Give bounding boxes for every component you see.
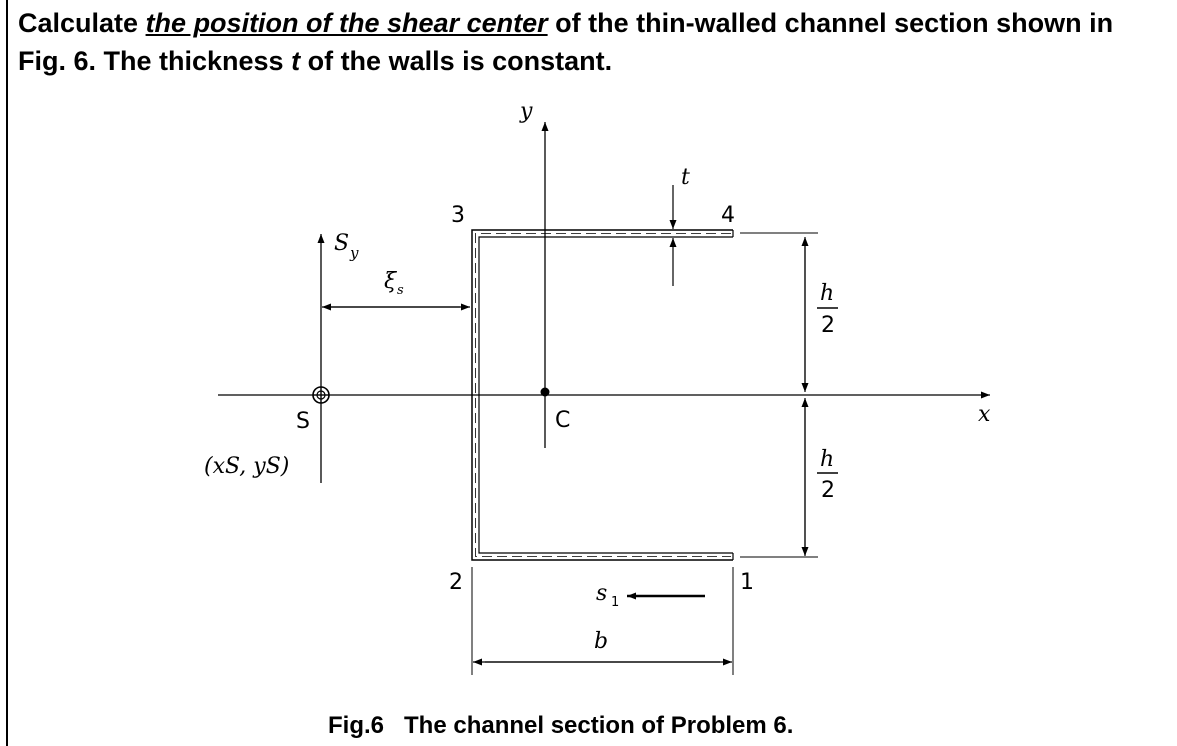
offset-label: ξ bbox=[384, 269, 397, 294]
shear-center-label: S bbox=[296, 409, 310, 434]
s1-label: s bbox=[596, 581, 608, 606]
corner-1-label: 1 bbox=[740, 570, 754, 595]
centroid-dot bbox=[541, 388, 550, 397]
offset-subscript: s bbox=[397, 283, 404, 298]
shear-center-coords: (xS, yS) bbox=[204, 454, 290, 479]
y-axis-label: y bbox=[520, 99, 533, 124]
half-h-top-denominator: 2 bbox=[821, 313, 835, 338]
width-label: b bbox=[594, 629, 609, 654]
shear-force-label: S bbox=[334, 231, 350, 256]
corner-3-label: 3 bbox=[451, 203, 465, 228]
figure-caption: Fig.6 The channel section of Problem 6. bbox=[328, 712, 794, 739]
half-h-top-numerator: h bbox=[820, 281, 835, 306]
question-emphasis: the position of the shear center bbox=[145, 8, 548, 38]
question-text-1: Calculate bbox=[18, 8, 146, 38]
half-h-bottom-numerator: h bbox=[820, 447, 835, 472]
shear-center-marker bbox=[313, 387, 329, 403]
half-h-bottom-denominator: 2 bbox=[821, 478, 835, 503]
shear-force-subscript: y bbox=[350, 244, 359, 262]
question-text-3: of the walls is constant. bbox=[300, 46, 613, 76]
centroid-label: C bbox=[555, 408, 571, 433]
x-axis-label: x bbox=[978, 402, 991, 427]
corner-4-label: 4 bbox=[721, 203, 735, 228]
thickness-label: t bbox=[681, 165, 690, 190]
s1-subscript: 1 bbox=[611, 595, 620, 610]
question-var-t: t bbox=[291, 46, 301, 76]
question-text-2: of the thin-walled channel section shown in Fig. 6. The thickness bbox=[18, 8, 1114, 76]
corner-2-label: 2 bbox=[449, 570, 463, 595]
